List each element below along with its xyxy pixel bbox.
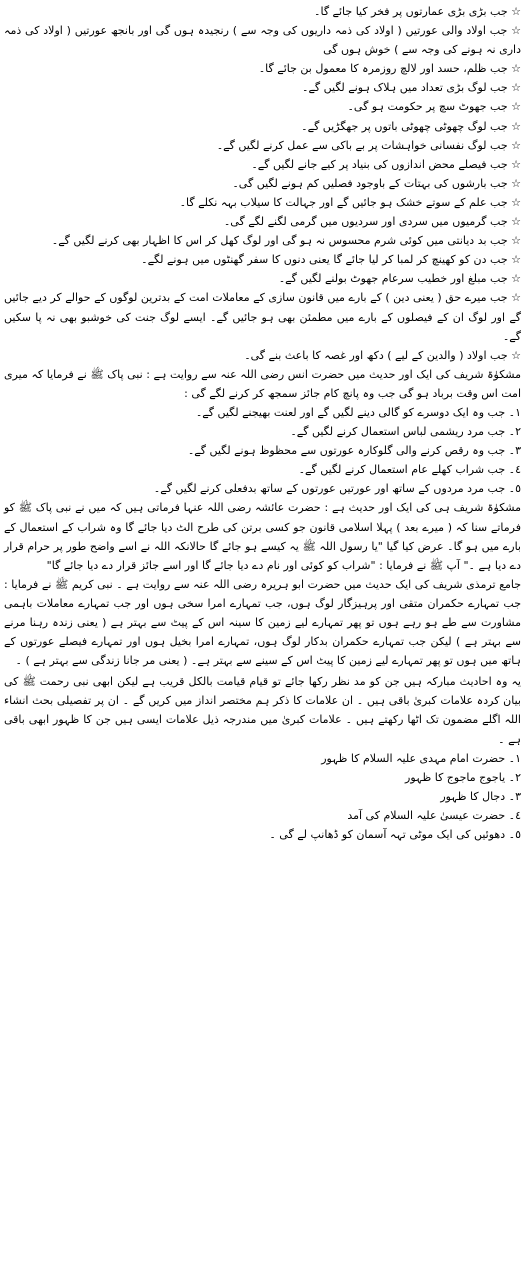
numbered-item: ٤۔ حضرت عیسیٰ علیہ السلام کی آمد [347, 808, 521, 822]
list-item: ☆ جب ظلم، حسد اور لالچ روزمرہ کا معمول بن جائے گا۔ [258, 62, 521, 76]
list-item: ☆ جب اولاد والی عورتیں ( اولاد کی ذمہ داریوں کی وجہ سے ) رنجیدہ ہوں گی اور بانجھ عورتیں ( اولاد کی ذمہ داری نہ ہونے کی وجہ سے ) خوش ہوں گی [4, 24, 521, 57]
list-item: ☆ جب مبلغ اور خطیب سرعام جھوٹ بولنے لگیں گے۔ [278, 272, 521, 286]
numbered-item: ٤۔ جب شراب کھلے عام استعمال کرنے لگیں گے۔ [298, 463, 521, 477]
list-item: ☆ جب جھوٹ سچ پر حکومت ہو گی۔ [347, 100, 521, 114]
list-item: ☆ جب علم کے سوتے خشک ہو جائیں گے اور جہالت کا سیلاب بہہ نکلے گا۔ [179, 195, 521, 209]
numbered-item: ٥۔ دھوئیں کی ایک موٹی تہہ آسمان کو ڈھانپ لے گی ۔ [269, 828, 521, 842]
list-item: ☆ جب اولاد ( والدین کے لیے ) دکھ اور غصہ کا باعث بنے گی۔ [244, 348, 521, 362]
list-item: ☆ جب دن کو کھینچ کر لمبا کر لیا جائے گا یعنی دنوں کا سفر گھنٹوں میں ہونے لگے۔ [141, 253, 521, 267]
numbered-item: ٣۔ جب وہ رقص کرنے والی گلوکارہ عورتوں سے محظوظ ہونے لگیں گے۔ [187, 444, 521, 458]
list-item: ☆ جب گرمیوں میں سردی اور سردیوں میں گرمی لگنے لگے گی۔ [223, 215, 521, 229]
numbered-item: ٢۔ جب مرد ریشمی لباس استعمال کرنے لگیں گے۔ [290, 425, 521, 439]
numbered-item: ٢۔ یاجوج ماجوج کا ظہور [405, 770, 521, 784]
closing-paragraph: یہ وہ احادیث مبارکہ ہیں جن کو مد نظر رکھا جائے تو قیام قیامت بالکل قریب ہے لیکن ابھی نبی رحمت ﷺ کی بیان کردہ علامات کبریٰ باقی ہیں ۔ ان علامات کا ذکر ہم مختصر انداز میں کریں گے ۔ ان پر تفصیلی بحث انشاء اللہ اگلے مضمون تک اٹھا رکھتے ہیں ۔ علامات کبریٰ میں مندرجہ ذیل علامات ایسی ہیں جن کا ظہور ابھی باقی ہے ۔ [4, 675, 521, 746]
signs-list [4, 2, 521, 365]
hadith-intro-paragraph: مشکوٰۃ شریف کی ایک اور حدیث میں حضرت انس رضی اللہ عنہ سے روایت ہے : نبی پاک ﷺ نے فرمایا کہ میری امت اس وقت برباد ہو گی جب وہ پانچ کام جائز سمجھ کر کرنے لگے گی : [4, 367, 521, 400]
list-item: ☆ جب لوگ چھوٹی چھوٹی باتوں پر جھگڑیں گے۔ [301, 119, 521, 133]
list-item: ☆ جب میرے حق ( یعنی دین ) کے بارے میں قانون سازی کے معاملات امت کے بدترین لوگوں کے حوالے کر دیے جائیں گے اور لوگ ان کے فیصلوں کے بارے میں مطمئن بھی ہو جائیں گے۔ ایسے لوگ جنت کی خوشبو بھی نہ پا سکیں گے۔ [4, 291, 521, 343]
hadith-aisha-paragraph: مشکوٰۃ شریف ہی کی ایک اور حدیث ہے : حضرت عائشہ رضی اللہ عنہا فرماتی ہیں کہ میں نے نبی پاک ﷺ کو فرماتے سنا کہ ( میرے بعد ) پہلا اسلامی قانون جو کسی برتن کی طرح الٹ دیا جائے گا وہ شراب کے استعمال کے بارے میں ہو گا۔ عرض کیا گیا "یا رسول اللہ ﷺ یہ کیسے ہو جائے گا حالانکہ اللہ نے اسے واضح طور پر حرام قرار دے دیا ہے ۔" آپ ﷺ نے فرمایا : "شراب کو کوئی اور نام دے دیا جائے گا اور اسے جائز قرار دے دیا جائے گا" [4, 501, 521, 572]
list-item: ☆ جب فیصلے محض اندازوں کی بنیاد پر کیے جانے لگیں گے۔ [251, 157, 521, 171]
list-item: ☆ جب لوگ نفسانی خواہشات پر بے باکی سے عمل کرنے لگیں گے۔ [216, 138, 521, 152]
hadith-anas-section [4, 365, 521, 499]
numbered-item: ٥۔ جب مرد مردوں کے ساتھ اور عورتیں عورتوں کے ساتھ بدفعلی کرنے لگیں گے۔ [153, 482, 521, 496]
list-item: ☆ جب بد دیانتی میں کوئی شرم محسوس نہ ہو گی اور لوگ کھل کر اس کا اظہار بھی کرنے لگیں گے۔ [51, 234, 521, 248]
hadith-abu-hurairah-paragraph: جامع ترمذی شریف کی ایک حدیث میں حضرت ابو ہریرہ رضی اللہ عنہ سے روایت ہے ۔ نبی کریم ﷺ نے فرمایا : جب تمہارے حکمران متقی اور پرہیزگار لوگ ہوں، جب تمہارے امرا سخی ہوں اور جب تمہارے معاملات باہمی مشاورت سے طے ہو رہے ہوں تو پھر تمہارے لیے زمین کا سینہ اس کے پیٹ سے بہتر ہے ( یعنی زندہ رہنا مرنے سے بہتر ہے ) لیکن جب تمہارے حکمران بدکار لوگ ہوں، تمہارے امرا بخیل ہوں اور تمہارے فیصلے عورتوں کے ہاتھ میں ہوں تو پھر تمہارے لیے زمین کا پیٹ اس کے سینے سے بہتر ہے۔ ( یعنی مر جانا زندگی سے بہتر ہے ) ۔ [4, 577, 521, 668]
numbered-item: ١۔ حضرت امام مہدی علیہ السلام کا ظہور [321, 751, 521, 765]
numbered-item: ١۔ جب وہ ایک دوسرے کو گالی دینے لگیں گے اور لعنت بھیجنے لگیں گے۔ [195, 405, 521, 419]
numbered-item: ٣۔ دجال کا ظہور [440, 789, 521, 803]
list-item: ☆ جب بارشوں کی بہتات کے باوجود فصلیں کم ہونے لگیں گی۔ [232, 176, 521, 190]
list-item: ☆ جب بڑی بڑی عمارتوں پر فخر کیا جائے گا۔ [314, 5, 521, 18]
major-signs-list [4, 749, 521, 844]
list-item: ☆ جب لوگ بڑی تعداد میں ہلاک ہونے لگیں گے۔ [302, 81, 521, 95]
